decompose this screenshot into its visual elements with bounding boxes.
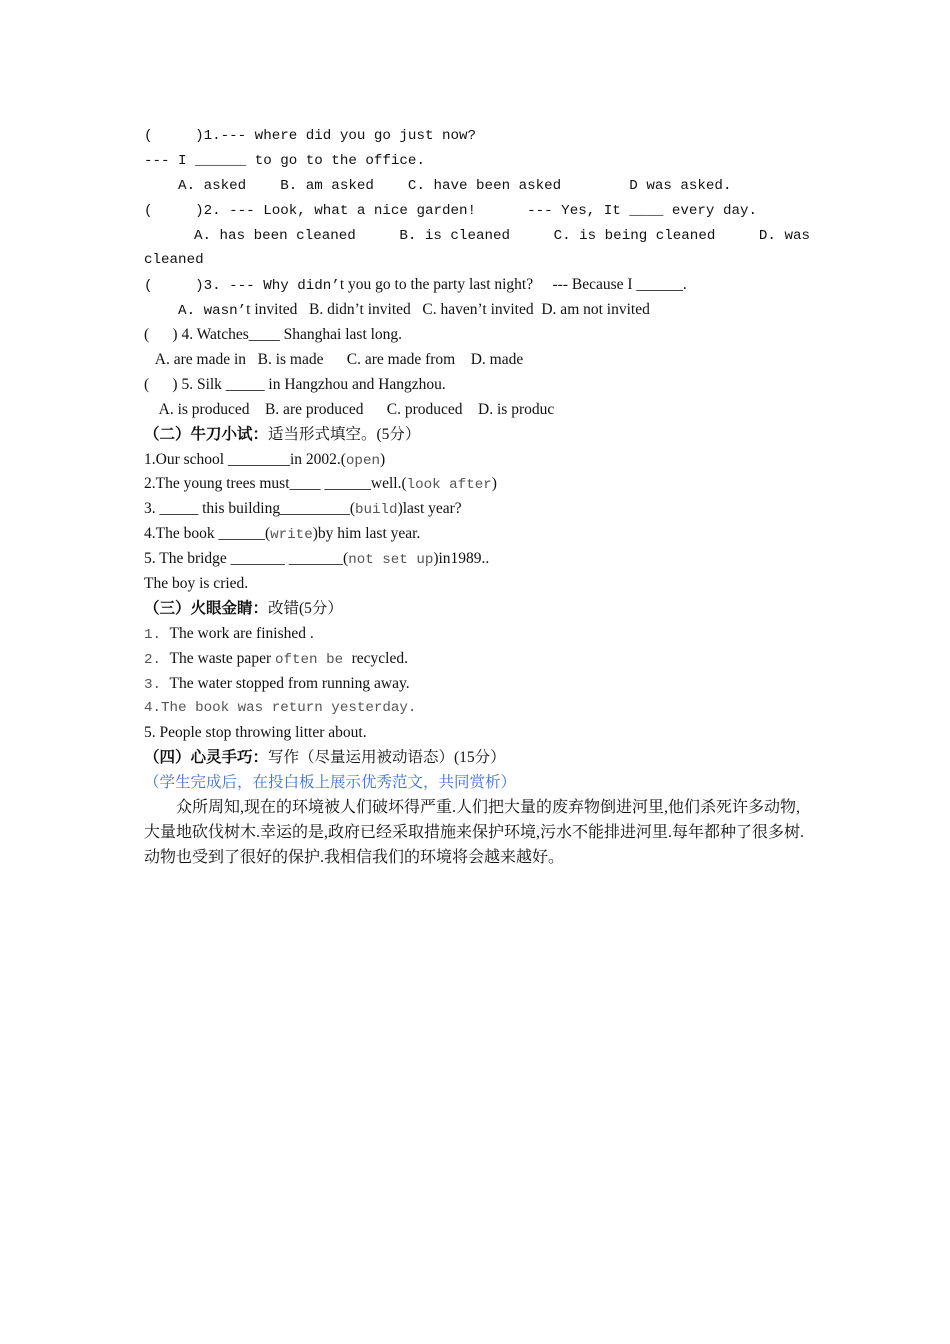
error-item-text: The water stopped from running away. (169, 674, 410, 692)
section2-heading: （二）牛刀小试： (144, 425, 269, 443)
q3-options-prefix: A. wasn’ (144, 303, 247, 320)
fill-item-text: 3. _____ this building_________( (144, 500, 355, 518)
fill-item-5 (144, 547, 810, 572)
fill-item-hint: not set up (348, 552, 434, 569)
fill-item-1 (144, 448, 810, 473)
fill-item-text: )last year? (397, 500, 462, 518)
fill-item-text: ) (491, 475, 497, 493)
error-item-num: 3. (144, 676, 170, 693)
fill-item-text: 4.The book ______( (144, 525, 271, 543)
fill-item-4 (144, 522, 810, 547)
q2-options (144, 224, 810, 249)
q1-options: A. asked B. am asked C. have been asked D was asked. (144, 177, 732, 194)
q3-stem-suffix: t you go to the party last night? --- Because I ______. (339, 276, 687, 294)
q1-stem: ( )1.--- where did you go just now? (144, 128, 477, 144)
fill-item-hint: open (345, 452, 380, 469)
fill-item-text: )in1989.. (433, 550, 490, 568)
extra-sentence: The boy is cried. (144, 575, 249, 593)
q3-options-rest: t invited B. didn’t invited C. haven’t invited D. am not invited (246, 301, 650, 319)
fill-item-text: 1.Our school ________in 2002.( (144, 450, 346, 468)
q3-stem (144, 273, 810, 298)
q2-option-b: B. is cleaned (399, 227, 511, 244)
section2-instruction: 适当形式填空。(5分） (268, 425, 421, 443)
error-item-4: 4.The book was return yesterday. (144, 700, 417, 717)
error-item-text: The work are finished . (169, 624, 314, 642)
error-item-num: 1. (144, 626, 170, 643)
fill-item-3 (144, 497, 810, 522)
error-item-text: recycled. (351, 649, 408, 667)
q2-option-d: D. was (758, 227, 810, 244)
q3-stem-prefix: ( )3. --- Why didn’ (144, 278, 340, 295)
writing-passage: 众所周知,现在的环境被人们破坏得严重.人们把大量的废弃物倒进河里,他们杀死许多动物,大量地砍伐树木.幸运的是,政府已经采取措施来保护环境,污水不能排进河里.每年都种了很多树.动物也受到了很好的保护.我相信我们的环境将会越来越好。 (144, 799, 805, 866)
q4-stem: ( ) 4. Watches____ Shanghai last long. (144, 326, 403, 344)
error-item-num: 2. (144, 651, 170, 668)
q1-reply: --- I ______ to go to the office. (144, 152, 425, 169)
q2-stem: ( )2. --- Look, what a nice garden! --- Yes, It ____ every day. (144, 202, 757, 219)
fill-item-hint: look after (406, 477, 492, 494)
fill-item-text: ) (379, 450, 386, 468)
q4-options: A. are made in B. is made C. are made from D. made (144, 351, 524, 369)
q5-stem: ( ) 5. Silk _____ in Hangzhou and Hangzhou. (144, 375, 446, 393)
section4-header (144, 746, 810, 771)
q2-option-a: A. has been cleaned (194, 227, 356, 244)
fill-item-text: 5. The bridge _______ _______( (144, 550, 349, 568)
section3-instruction: 改错(5分） (268, 599, 343, 617)
error-item-1 (144, 622, 810, 647)
error-item-3 (144, 672, 810, 697)
error-item-text: The waste paper (169, 649, 275, 667)
fill-item-hint: write (270, 527, 313, 544)
section2-header (144, 423, 810, 448)
q2-option-c: C. is being cleaned (553, 227, 716, 244)
error-item-5: 5. People stop throwing litter about. (144, 724, 367, 742)
q2-options-wrap: cleaned (144, 252, 204, 269)
error-item-2 (144, 647, 810, 672)
fill-item-text: 2.The young trees must____ ______well.( (144, 475, 407, 493)
error-item-mono: often be (274, 651, 352, 668)
fill-item-hint: build (354, 502, 398, 519)
section4-heading: （四）心灵手巧： (144, 749, 269, 767)
q3-options (144, 298, 810, 323)
section4-instruction: 写作（尽量运用被动语态）(15分） (268, 749, 506, 767)
worksheet-page (144, 124, 810, 871)
section3-header (144, 597, 810, 622)
section3-heading: （三）火眼金睛： (144, 599, 269, 617)
q5-options: A. is produced B. are produced C. produced D. is produc (144, 400, 555, 418)
fill-item-2 (144, 472, 810, 497)
fill-item-text: )by him last year. (312, 525, 421, 543)
section4-note: （学生完成后，在投白板上展示优秀范文，共同赏析） (144, 774, 517, 792)
